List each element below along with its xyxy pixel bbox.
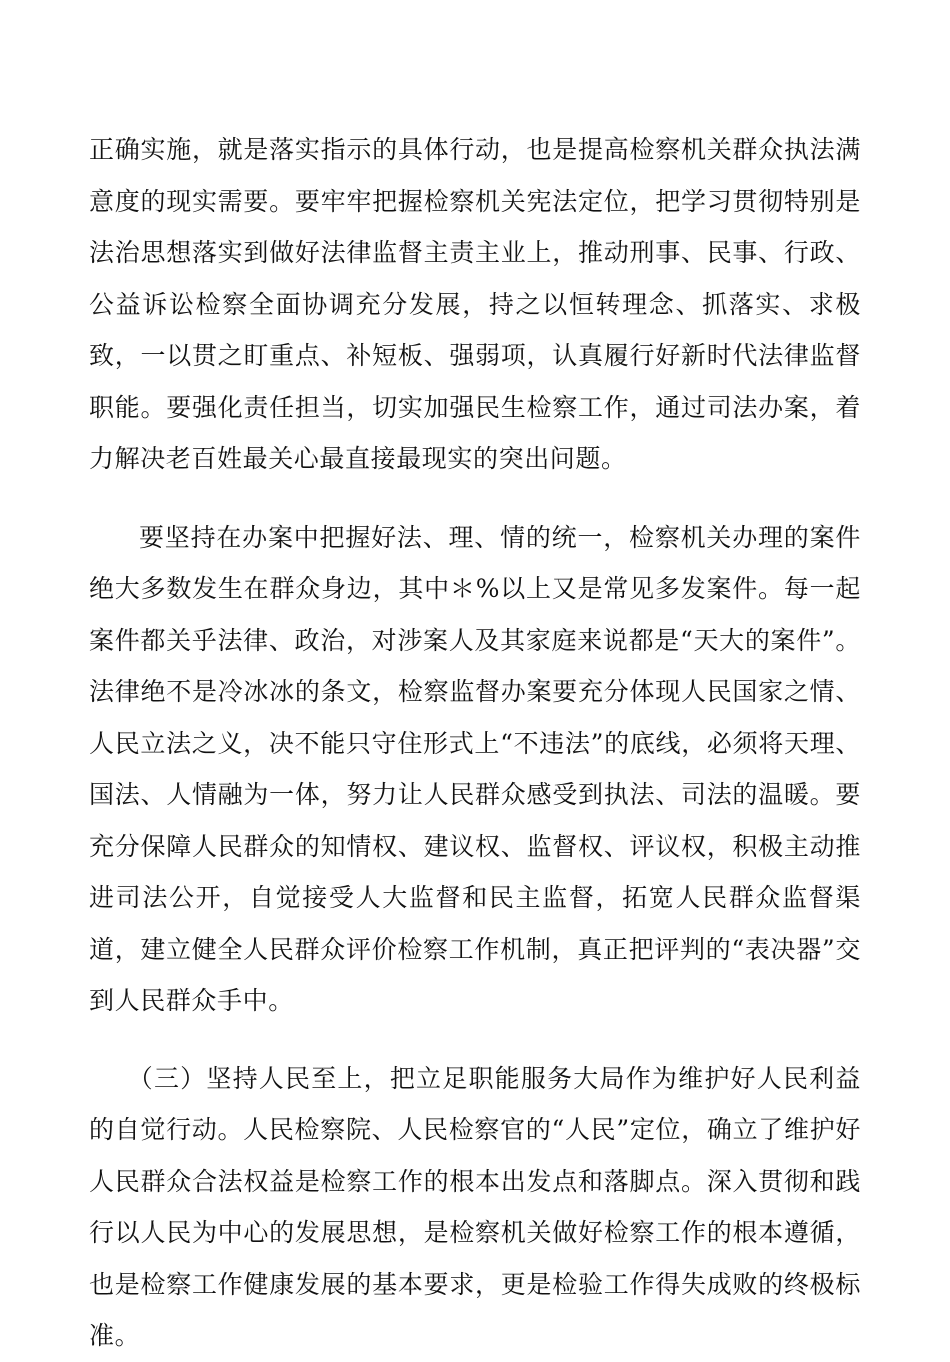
paragraph-handling-cases: 要坚持在办案中把握好法、理、情的统一，检察机关办理的案件绝大多数发生在群众身边，其中＊%以上又是常见多发案件。每一起案件都关乎法律、政治，对涉案人及其家庭来说都是“天大的案件”。法律绝不是冷冰冰的条文，检察监督办案要充分体现人民国家之情、人民立法之义，决不能只守住形式上“不违法”的底线，必须将天理、国法、人情融为一体，努力让人民群众感受到执法、司法的温暖。要充分保障人民群众的知情权、建议权、监督权、评议权，积极主动推进司法公开，自觉接受人大监督和民主监督，拓宽人民群众监督渠道，建立健全人民群众评价检察工作机制，真正把评判的“表决器”交到人民群众手中。 [89, 522, 861, 1015]
paragraph-continued: 正确实施，就是落实指示的具体行动，也是提高检察机关群众执法满意度的现实需要。要牢牢把握检察机关宪法定位，把学习贯彻特别是法治思想落实到做好法律监督主责主业上，推动刑事、民事、行政、公益诉讼检察全面协调充分发展，持之以恒转理念、抓落实、求极致，一以贯之盯重点、补短板、强弱项，认真履行好新时代法律监督职能。要强化责任担当，切实加强民生检察工作，通过司法办案，着力解决老百姓最关心最直接最现实的突出问题。 [89, 135, 861, 473]
paragraph-section-three: （三）坚持人民至上，把立足职能服务大局作为维护好人民利益的自觉行动。人民检察院、人民检察官的“人民”定位，确立了维护好人民群众合法权益是检察工作的根本出发点和落脚点。深入贯彻和践行以人民为中心的发展思想，是检察机关做好检察工作的根本遵循，也是检察工作健康发展的基本要求，更是检验工作得失成败的终极标准。 [89, 1063, 861, 1350]
document-body [89, 124, 861, 1362]
